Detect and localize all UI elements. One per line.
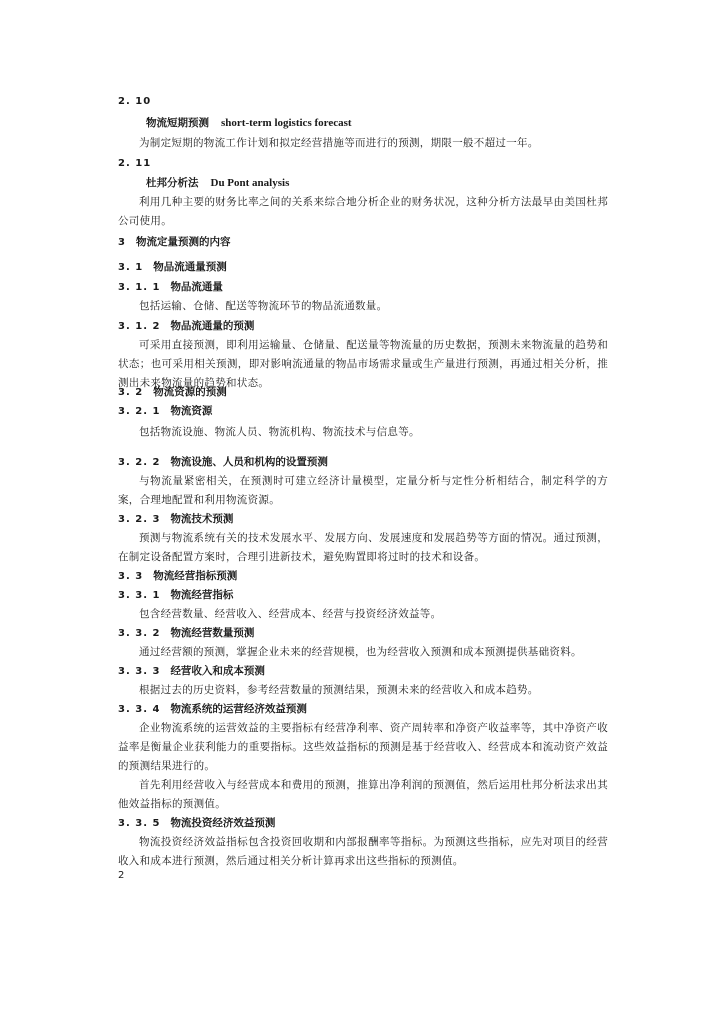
paragraph-3-3-1: 包含经营数量、经营收入、经营成本、经营与投资经济效益等。 bbox=[139, 608, 442, 620]
section-heading-3-3-3 bbox=[118, 662, 608, 681]
section-heading-3-2-1 bbox=[118, 402, 608, 421]
definition-2-11: 利用几种主要的财务比率之间的关系来综合地分析企业的财务状况，这种分析方法最早由美国杜邦公司使用。 bbox=[118, 196, 608, 227]
paragraph-3-2-1: 包括物流设施、物流人员、物流机构、物流技术与信息等。 bbox=[139, 426, 420, 438]
section-title: 物品流通量 bbox=[170, 281, 223, 293]
section-number: 3. 1. 2 bbox=[118, 321, 161, 332]
section-number: 3. 3. 2 bbox=[118, 628, 161, 639]
section-title: 物流技术预测 bbox=[170, 513, 234, 525]
term-cn: 物流短期预测 bbox=[146, 117, 209, 129]
term-2-11 bbox=[146, 174, 636, 193]
section-title: 物流资源的预测 bbox=[153, 386, 227, 398]
section-title: 物流系统的运营经济效益预测 bbox=[170, 703, 307, 715]
clause-number-2-10: 2. 10 bbox=[118, 96, 152, 107]
section-number: 3. 3. 5 bbox=[118, 818, 161, 829]
paragraph-3-3-3: 根据过去的历史资料，参考经营数量的预测结果，预测未来的经营收入和成本趋势。 bbox=[139, 684, 539, 696]
section-title: 物流投资经济效益预测 bbox=[170, 817, 276, 829]
section-title: 物流经营指标预测 bbox=[153, 570, 238, 582]
section-number: 3. 3. 1 bbox=[118, 590, 161, 601]
section-heading-3-3-2 bbox=[118, 624, 608, 643]
section-heading-3-1-2 bbox=[118, 317, 608, 336]
term-en: short-term logistics forecast bbox=[221, 117, 352, 129]
section-heading-3-2-2 bbox=[118, 453, 608, 472]
section-number: 3 bbox=[118, 237, 126, 248]
paragraph-3-3-4-b: 首先利用经营收入与经营成本和费用的预测，推算出净利润的预测值，然后运用杜邦分析法求出其他效益指标的预测值。 bbox=[118, 779, 608, 810]
paragraph-3-2-2: 与物流量紧密相关，在预测时可建立经济计量模型，定量分析与定性分析相结合，制定科学的方案，合理地配置和利用物流资源。 bbox=[118, 475, 608, 506]
section-heading-3-1-1 bbox=[118, 278, 608, 297]
section-title: 经营收入和成本预测 bbox=[170, 665, 265, 677]
section-number: 3. 3 bbox=[118, 571, 144, 582]
section-heading-3-3-1 bbox=[118, 586, 608, 605]
section-title: 物流资源 bbox=[170, 405, 213, 417]
section-heading-3-2-3 bbox=[118, 510, 608, 529]
section-number: 3. 3. 4 bbox=[118, 704, 161, 715]
section-number: 3. 2. 2 bbox=[118, 457, 161, 468]
clause-number-2-11: 2. 11 bbox=[118, 158, 152, 169]
section-number: 3. 3. 3 bbox=[118, 666, 161, 677]
paragraph-3-3-2: 通过经营额的预测，掌握企业未来的经营规模，也为经营收入预测和成本预测提供基础资料。 bbox=[139, 646, 582, 658]
section-number: 3. 2. 3 bbox=[118, 514, 161, 525]
section-title: 物流设施、人员和机构的设置预测 bbox=[170, 456, 328, 468]
paragraph-3-3-4-a: 企业物流系统的运营效益的主要指标有经营净利率、资产周转率和净资产收益率等，其中净资产收益率是衡量企业获利能力的重要指标。这些效益指标的预测是基于经营收入、经营成本和流动资产效益的预测结果进行的。 bbox=[118, 722, 608, 772]
section-heading-3-3-5 bbox=[118, 814, 608, 833]
section-heading-3-1 bbox=[118, 258, 608, 277]
section-heading-3-3 bbox=[118, 567, 608, 586]
term-2-10 bbox=[146, 114, 636, 133]
section-number: 3. 1 bbox=[118, 262, 144, 273]
term-en: Du Pont analysis bbox=[210, 177, 290, 189]
section-number: 3. 1. 1 bbox=[118, 282, 161, 293]
paragraph-3-1-1: 包括运输、仓储、配送等物流环节的物品流通数量。 bbox=[139, 300, 388, 312]
definition-2-10: 为制定短期的物流工作计划和拟定经营措施等而进行的预测，期限一般不超过一年。 bbox=[139, 137, 539, 149]
section-heading-3-3-4 bbox=[118, 700, 608, 719]
section-title: 物流经营数量预测 bbox=[170, 627, 255, 639]
page-number: 2 bbox=[118, 870, 125, 881]
paragraph-3-3-5: 物流投资经济效益指标包含投资回收期和内部报酬率等指标。为预测这些指标，应先对项目的经营收入和成本进行预测，然后通过相关分析计算再求出这些指标的预测值。 bbox=[118, 836, 608, 867]
section-title: 物流定量预测的内容 bbox=[135, 236, 231, 248]
section-title: 物流经营指标 bbox=[170, 589, 234, 601]
term-cn: 杜邦分析法 bbox=[146, 177, 199, 189]
paragraph-3-1-2: 可采用直接预测，即利用运输量、仓储量、配送量等物流量的历史数据，预测未来物流量的趋势和状态；也可采用相关预测，即对影响流通量的物品市场需求量或生产量进行预测，再通过相关分析，推测出未来物流量的趋势和状态。 bbox=[118, 339, 608, 389]
section-title: 物品流通量的预测 bbox=[170, 320, 255, 332]
section-heading-3 bbox=[118, 233, 608, 252]
section-heading-3-2 bbox=[118, 383, 608, 402]
section-number: 3. 2 bbox=[118, 387, 144, 398]
section-number: 3. 2. 1 bbox=[118, 406, 161, 417]
paragraph-3-2-3: 预测与物流系统有关的技术发展水平、发展方向、发展速度和发展趋势等方面的情况。通过预测，在制定设备配置方案时，合理引进新技术，避免购置即将过时的技术和设备。 bbox=[118, 532, 608, 563]
section-title: 物品流通量预测 bbox=[153, 261, 227, 273]
